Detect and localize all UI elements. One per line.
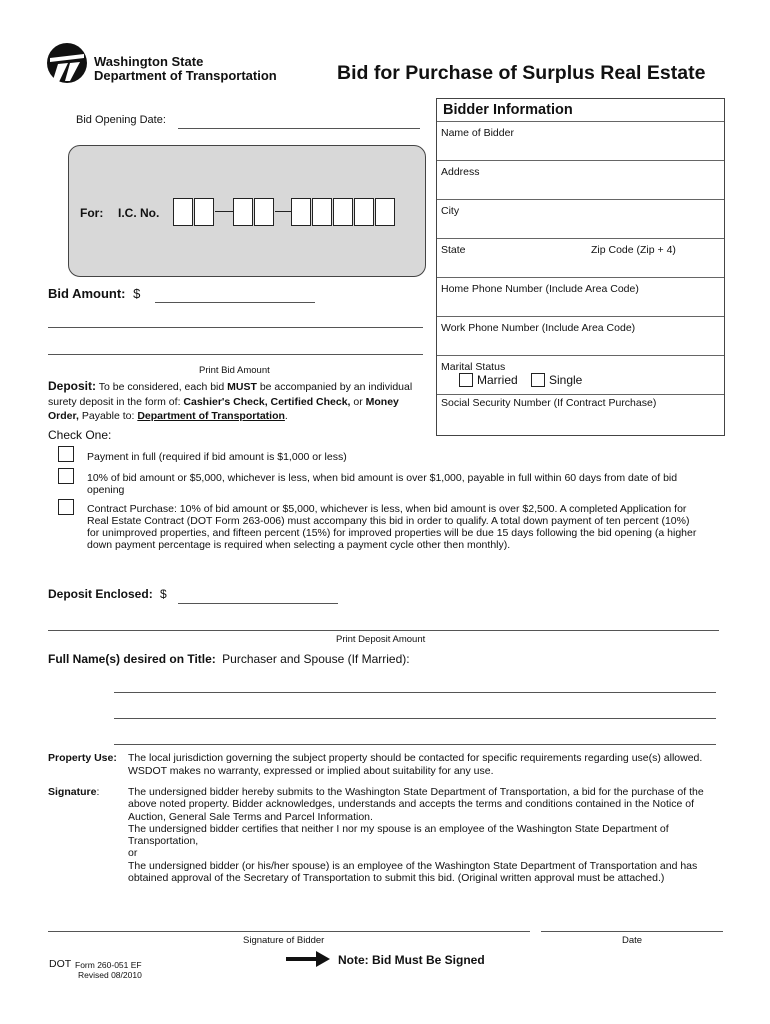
check-one-label: Check One: <box>48 428 112 442</box>
marital-status-field <box>437 356 724 395</box>
ic-digit-box[interactable] <box>291 198 311 226</box>
zip-label: Zip Code (Zip + 4) <box>591 244 676 256</box>
full-name-hint: Purchaser and Spouse (If Married): <box>222 652 410 666</box>
name-of-bidder-field[interactable] <box>437 122 724 161</box>
signature-of-bidder-field[interactable] <box>48 931 530 932</box>
signature-colon: : <box>96 786 100 798</box>
ic-dash <box>275 211 291 212</box>
state-zip-field[interactable] <box>437 239 724 278</box>
address-field[interactable] <box>437 161 724 200</box>
bid-opening-label: Bid Opening Date: <box>76 114 166 126</box>
bidder-information-box <box>436 98 725 436</box>
ic-for-label: For: <box>80 206 104 220</box>
ic-number-label: I.C. No. <box>118 206 160 220</box>
deposit-must: MUST <box>227 381 257 393</box>
title-name-line-2[interactable] <box>114 718 716 719</box>
deposit-payee: Department of Transportation <box>137 410 285 422</box>
married-checkbox[interactable] <box>459 373 473 387</box>
ic-digit-box[interactable] <box>333 198 353 226</box>
bid-must-be-signed-note: Note: Bid Must Be Signed <box>338 953 485 967</box>
ten-percent-checkbox[interactable] <box>58 468 74 484</box>
signature-title: Signature <box>48 786 97 798</box>
work-phone-field[interactable] <box>437 317 724 356</box>
signature-section-label <box>48 786 99 798</box>
option-payment-in-full: Payment in full (required if bid amount is $1,000 or less) <box>87 451 347 463</box>
full-name-title: Full Name(s) desired on Title: <box>48 652 216 666</box>
bid-amount-field[interactable] <box>155 302 315 303</box>
deposit-amount-words-line[interactable] <box>48 630 719 631</box>
form-dot-label: DOT <box>49 958 72 970</box>
deposit-text-2: be accompanied by an individual surety deposit in the form of: <box>48 381 413 408</box>
bid-opening-date-field[interactable] <box>178 128 420 129</box>
state-label: State <box>441 244 466 256</box>
deposit-enclosed-field[interactable] <box>178 603 338 604</box>
payment-in-full-checkbox[interactable] <box>58 446 74 462</box>
bid-amount-label <box>48 286 140 301</box>
arrow-right-icon <box>286 951 330 972</box>
deposit-enclosed-dollar: $ <box>160 587 167 601</box>
ic-digit-box[interactable] <box>194 198 214 226</box>
title-name-line-3[interactable] <box>114 744 716 745</box>
option-contract-purchase: Contract Purchase: 10% of bid amount or $5,000, whichever is less, when bid amount is over $2,500. A completed Application for Real Estate Contract (DOT Form 263-006) must accompany this bid in order to qualify. A total down payment of ten percent (10%) for unimproved properties, and fifteen percent (15%) for improved properties will be due 15 days following the bid opening (a higher down payment percentage is required when selecting a payment cycle other then monthly). <box>87 503 697 551</box>
form-title: Bid for Purchase of Surplus Real Estate <box>337 62 706 84</box>
bid-amount-dollar: $ <box>133 286 141 301</box>
home-phone-label: Home Phone Number (Include Area Code) <box>441 283 639 295</box>
property-use-label: Property Use: <box>48 752 117 764</box>
signature-terms-p2: The undersigned bidder certifies that neither I nor my spouse is an employee of the Washington State Department of Transportation, <box>128 822 669 848</box>
agency-name <box>94 55 277 83</box>
signature-terms-p3: The undersigned bidder (or his/her spouse) is an employee of the Washington State Department of Transportation and has obtained approval of the Secretary of Transportation to submit this bid. (Original written approval must be attached.) <box>128 859 698 885</box>
address-label: Address <box>441 166 480 178</box>
ic-digit-box[interactable] <box>233 198 253 226</box>
signature-terms <box>128 786 706 884</box>
option-ten-percent: 10% of bid amount or $5,000, whichever is less, when bid amount is over $1,000, payable in full within 60 days from date of bid opening <box>87 472 678 496</box>
property-use-text: The local jurisdiction governing the subject property should be contacted for specific requirements regarding use(s) allowed. WSDOT makes no warranty, expressed or implied about suitability for any use. <box>128 752 703 777</box>
deposit-money-order: Money Order, <box>48 395 399 422</box>
home-phone-field[interactable] <box>437 278 724 317</box>
print-deposit-amount-caption: Print Deposit Amount <box>336 634 426 645</box>
marital-status-label: Marital Status <box>441 361 506 373</box>
deposit-text-5: . <box>284 410 288 422</box>
deposit-text-3: or <box>350 395 366 408</box>
deposit-text-4: Payable to: <box>78 410 138 422</box>
bid-amount-words-line-1[interactable] <box>48 327 423 328</box>
work-phone-label: Work Phone Number (Include Area Code) <box>441 322 636 334</box>
ic-dash <box>215 211 233 212</box>
form-revised: Revised 08/2010 <box>78 970 142 980</box>
city-label: City <box>441 205 460 217</box>
date-field[interactable] <box>541 931 723 932</box>
bidder-info-heading: Bidder Information <box>443 102 573 118</box>
single-label: Single <box>549 373 583 387</box>
city-field[interactable] <box>437 200 724 239</box>
name-of-bidder-label: Name of Bidder <box>441 127 514 139</box>
wsdot-logo-icon <box>46 42 88 84</box>
ic-digit-box[interactable] <box>254 198 274 226</box>
married-label: Married <box>477 373 518 387</box>
ssn-label: Social Security Number (If Contract Purchase) <box>441 397 657 409</box>
deposit-enclosed-label <box>48 587 167 601</box>
deposit-label: Deposit: <box>48 379 96 393</box>
single-checkbox[interactable] <box>531 373 545 387</box>
agency-line-1: Washington State <box>94 54 204 69</box>
signature-terms-or: or <box>128 847 138 860</box>
full-name-label <box>48 652 410 666</box>
ic-digit-box[interactable] <box>354 198 374 226</box>
bid-amount-words-line-2[interactable] <box>48 354 423 355</box>
ic-digit-box[interactable] <box>173 198 193 226</box>
ssn-field[interactable] <box>437 395 724 435</box>
signature-terms-p1: The undersigned bidder hereby submits to the Washington State Department of Transportation, a bid for the purchase of the above noted property. Bidder acknowledges, understands and accepts the terms and conditions contained in the Notice of Auction, General Sale Terms and Parcel Information. <box>128 786 704 823</box>
form-number: Form 260-051 EF <box>75 960 142 970</box>
signature-of-bidder-caption: Signature of Bidder <box>243 935 325 946</box>
deposit-forms: Cashier's Check, Certified Check, <box>183 395 351 408</box>
bid-amount-title: Bid Amount: <box>48 286 126 301</box>
contract-purchase-checkbox[interactable] <box>58 499 74 515</box>
agency-line-2: Department of Transportation <box>94 68 277 83</box>
deposit-paragraph <box>48 379 428 424</box>
deposit-enclosed-title: Deposit Enclosed: <box>48 587 153 601</box>
date-caption: Date <box>622 935 643 946</box>
ic-digit-box[interactable] <box>312 198 332 226</box>
deposit-text-1: To be considered, each bid <box>96 381 228 393</box>
print-bid-amount-caption: Print Bid Amount <box>199 365 270 376</box>
title-name-line-1[interactable] <box>114 692 716 693</box>
wsdot-logo <box>46 42 88 84</box>
ic-digit-box[interactable] <box>375 198 395 226</box>
